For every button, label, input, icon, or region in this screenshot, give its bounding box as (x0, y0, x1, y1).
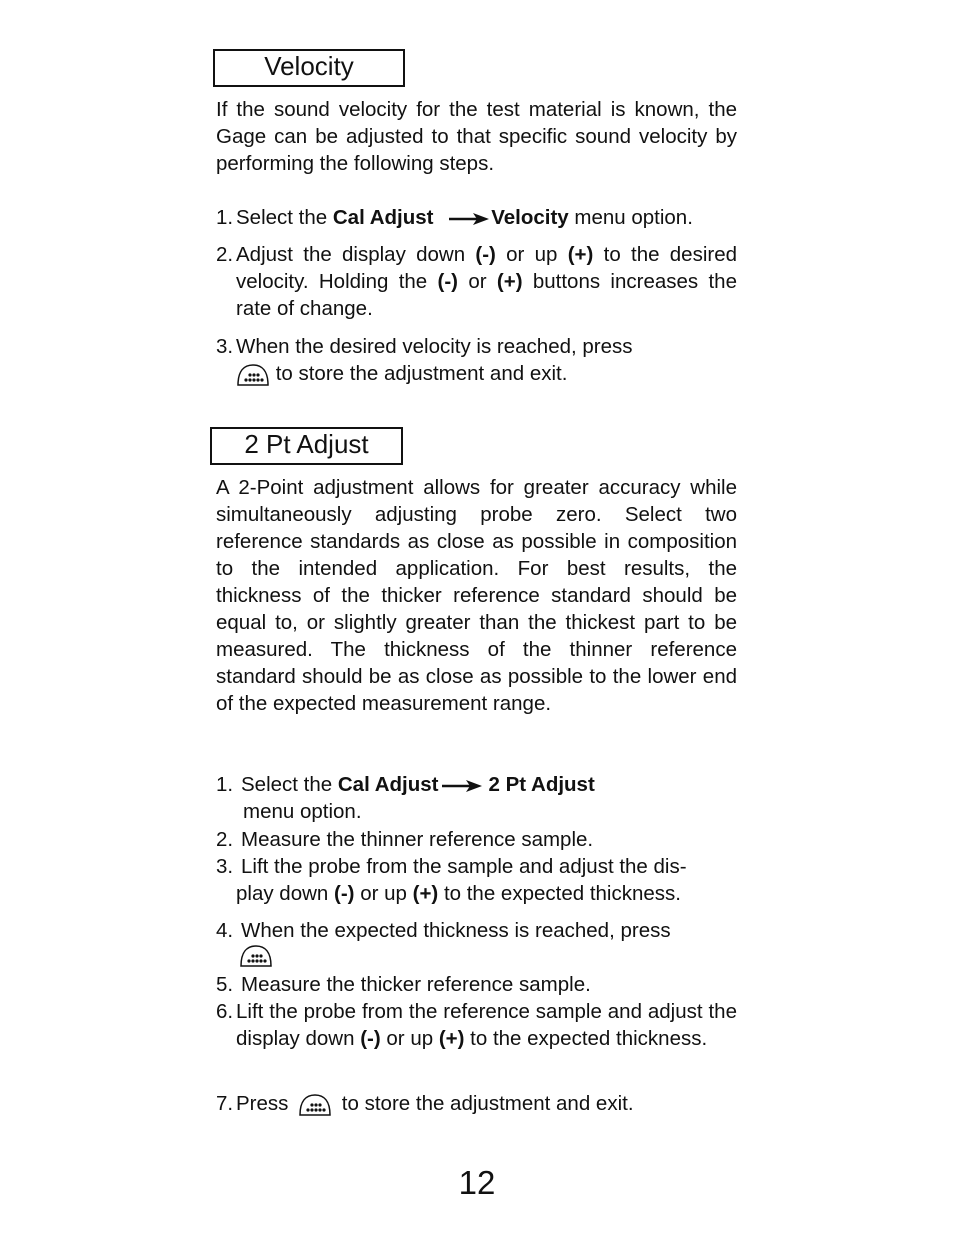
two-point-step-2: 2. Measure the thinner reference sample. (216, 828, 594, 851)
step-number: 7. (216, 1092, 234, 1115)
two-point-step-4: 4. When the expected thickness is reached, press (216, 917, 737, 944)
step-number: 2. (216, 828, 234, 851)
velocity-step-3: 3. When the desired velocity is reached, press to store the adjustment and exit. (216, 335, 633, 385)
velocity-heading: Velocity (213, 49, 405, 87)
velocity-intro: If the sound velocity for the test material is known, the Gage can be adjusted to that specific sound velocity by performing the following steps. (216, 98, 737, 175)
two-point-step-6: 6. Lift the probe from the reference sample and adjust the display down (-) or up (+) to the expected thickness. (216, 1000, 737, 1050)
enter-key-icon (298, 1093, 332, 1117)
enter-key-icon (236, 363, 270, 387)
velocity-step-2: 2. Adjust the display down (-) or up (+) to the desired velocity. Holding the (-) or (+) buttons increases the rate of change. (216, 243, 738, 320)
velocity-step-1: 1. Select the Cal Adjust Velocity menu option. (216, 206, 693, 229)
step-number: 6. (216, 1000, 234, 1023)
two-point-heading: 2 Pt Adjust (210, 427, 403, 465)
two-point-step-7: 7. Press to store the adjustment and exit. (216, 1092, 634, 1115)
two-point-intro: A 2-Point adjustment allows for greater accuracy while simultaneously adjusting probe zero. Select two reference standards as close as possible in composition to the intended application. For best results, the thickness of the thicker reference standard should be equal to, or slightly greater than the thickest part to be measured. The thickness of the thinner reference standard should be as close as possible to the lower end of the expected measurement range. (216, 476, 737, 715)
step-number: 5. (216, 973, 234, 996)
step-number: 1. (216, 206, 234, 229)
step-number: 3. (216, 855, 234, 878)
step-number: 3. (216, 335, 234, 358)
enter-key-icon (239, 944, 273, 968)
step-number: 1. (216, 773, 234, 796)
page-number: 12 (458, 1164, 496, 1201)
right-arrow-icon (449, 212, 489, 226)
step-number: 4. (216, 919, 234, 942)
right-arrow-icon (442, 779, 482, 793)
step-number: 2. (216, 243, 234, 266)
two-point-step-3: 3. Lift the probe from the sample and adjust the dis- play down (-) or up (+) to the expected thickness. (216, 855, 687, 905)
two-point-step-1: 1. Select the Cal Adjust 2 Pt Adjust menu option. (216, 773, 595, 823)
two-point-step-5: 5. Measure the thicker reference sample. (216, 973, 591, 996)
